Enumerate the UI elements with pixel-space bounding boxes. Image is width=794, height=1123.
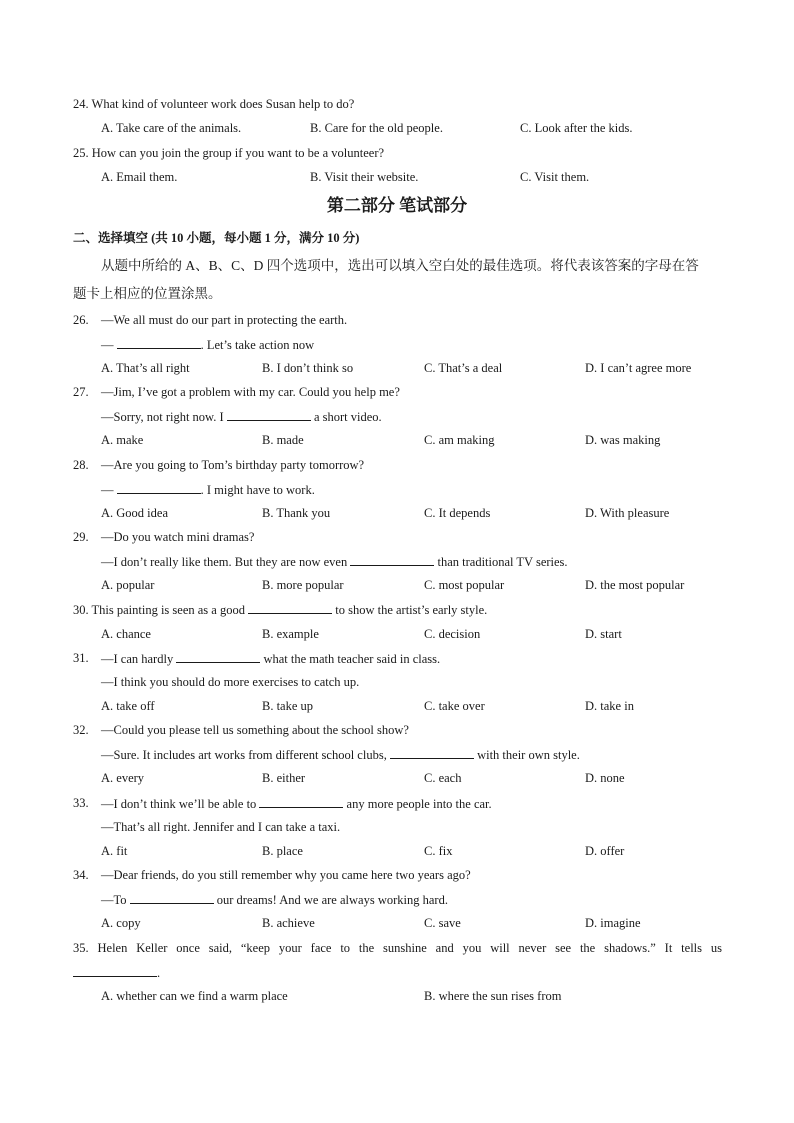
q34-option-c: C. save	[424, 916, 461, 930]
q35-option-a: A. whether can we find a warm place	[101, 989, 288, 1003]
q33-option-a: A. fit	[101, 844, 128, 858]
answer-blank[interactable]	[390, 746, 474, 759]
answer-blank[interactable]	[259, 795, 343, 808]
q24-option-a: A. Take care of the animals.	[101, 121, 242, 135]
q29-option-d: D. the most popular	[585, 578, 685, 592]
q27-line1: —Jim, I’ve got a problem with my car. Could you help me?	[101, 385, 400, 399]
q27-number: 27.	[73, 385, 89, 399]
q31-option-a: A. take off	[101, 699, 155, 713]
q26-option-a: A. That’s all right	[101, 361, 190, 375]
q34-line2: —To our dreams! And we are always working hard.	[101, 893, 448, 907]
q26-option-d: D. I can’t agree more	[585, 361, 692, 375]
q31-option-c: C. take over	[424, 699, 485, 713]
q27-line2: —Sorry, not right now. I a short video.	[101, 410, 382, 424]
q34-number: 34.	[73, 868, 89, 882]
q31-option-d: D. take in	[585, 699, 634, 713]
q26-line2: — . Let’s take action now	[101, 338, 315, 352]
q24-stem: 24. What kind of volunteer work does Susan help to do?	[73, 97, 355, 111]
q31-number: 31.	[73, 651, 89, 665]
q25-option-b: B. Visit their website.	[310, 170, 419, 184]
q25-stem: 25. How can you join the group if you want to be a volunteer?	[73, 146, 385, 160]
q32-option-b: B. either	[262, 771, 306, 785]
q26-line1: —We all must do our part in protecting the earth.	[101, 313, 348, 327]
q28-option-d: D. With pleasure	[585, 506, 670, 520]
q35-line1: 35. Helen Keller once said, “keep your face to the sunshine and you will never see the shadows.” It tells us	[73, 941, 722, 955]
answer-blank[interactable]	[350, 553, 434, 566]
q33-option-b: B. place	[262, 844, 303, 858]
q30-option-b: B. example	[262, 627, 319, 641]
q28-number: 28.	[73, 458, 89, 472]
q33-line1: —I don’t think we’ll be able to any more people into the car.	[101, 797, 492, 811]
q26-option-b: B. I don’t think so	[262, 361, 354, 375]
q29-option-b: B. more popular	[262, 578, 344, 592]
q32-number: 32.	[73, 723, 89, 737]
q34-option-a: A. copy	[101, 916, 141, 930]
q32-line2: —Sure. It includes art works from different school clubs, with their own style.	[101, 748, 580, 762]
q28-option-a: A. Good idea	[101, 506, 168, 520]
q31-option-b: B. take up	[262, 699, 314, 713]
answer-blank[interactable]	[227, 408, 311, 421]
section2-instruction-line1: 从题中所给的 A、B、C、D 四个选项中，选出可以填入空白处的最佳选项。将代表该答案的字母在答	[101, 258, 699, 273]
q33-number: 33.	[73, 796, 89, 810]
q32-option-c: C. each	[424, 771, 462, 785]
q29-option-a: A. popular	[101, 578, 155, 592]
answer-blank[interactable]	[248, 601, 332, 614]
q28-option-b: B. Thank you	[262, 506, 331, 520]
answer-blank[interactable]	[117, 336, 201, 349]
q30-option-a: A. chance	[101, 627, 151, 641]
q35-line2: .	[73, 964, 160, 981]
q29-number: 29.	[73, 530, 89, 544]
q34-option-b: B. achieve	[262, 916, 315, 930]
q32-line1: —Could you please tell us something about the school show?	[101, 723, 409, 737]
q34-option-d: D. imagine	[585, 916, 641, 930]
q34-line1: —Dear friends, do you still remember why you came here two years ago?	[101, 868, 471, 882]
q27-option-a: A. make	[101, 433, 144, 447]
q29-line1: —Do you watch mini dramas?	[101, 530, 255, 544]
q31-line2: —I think you should do more exercises to catch up.	[101, 675, 360, 689]
q25-option-a: A. Email them.	[101, 170, 178, 184]
q35-option-b: B. where the sun rises from	[424, 989, 562, 1003]
q27-option-d: D. was making	[585, 433, 661, 447]
q30-option-c: C. decision	[424, 627, 481, 641]
q33-option-d: D. offer	[585, 844, 625, 858]
q28-line1: —Are you going to Tom’s birthday party tomorrow?	[101, 458, 365, 472]
answer-blank[interactable]	[117, 481, 201, 494]
q30-option-d: D. start	[585, 627, 622, 641]
section2-instruction-line2: 题卡上相应的位置涂黑。	[73, 286, 222, 301]
q28-option-c: C. It depends	[424, 506, 491, 520]
q26-number: 26.	[73, 313, 89, 327]
q32-option-a: A. every	[101, 771, 145, 785]
q32-option-d: D. none	[585, 771, 625, 785]
q30-line1: 30. This painting is seen as a good to show the artist’s early style.	[73, 603, 488, 617]
q33-line2: —That’s all right. Jennifer and I can take a taxi.	[101, 820, 341, 834]
q29-line2: —I don’t really like them. But they are now even than traditional TV series.	[101, 555, 568, 569]
q28-line2: — . I might have to work.	[101, 483, 315, 497]
section2-title: 二、选择填空 (共 10 小题，每小题 1 分，满分 10 分)	[73, 231, 360, 245]
q29-option-c: C. most popular	[424, 578, 505, 592]
answer-blank[interactable]	[130, 891, 214, 904]
q24-option-b: B. Care for the old people.	[310, 121, 443, 135]
q27-option-b: B. made	[262, 433, 304, 447]
q25-option-c: C. Visit them.	[520, 170, 590, 184]
q33-option-c: C. fix	[424, 844, 453, 858]
q31-line1: —I can hardly what the math teacher said in class.	[101, 652, 441, 666]
part2-title: 第二部分 笔试部分	[326, 196, 468, 215]
q26-option-c: C. That’s a deal	[424, 361, 503, 375]
answer-blank[interactable]	[73, 964, 157, 977]
q27-option-c: C. am making	[424, 433, 495, 447]
answer-blank[interactable]	[176, 650, 260, 663]
q24-option-c: C. Look after the kids.	[520, 121, 633, 135]
